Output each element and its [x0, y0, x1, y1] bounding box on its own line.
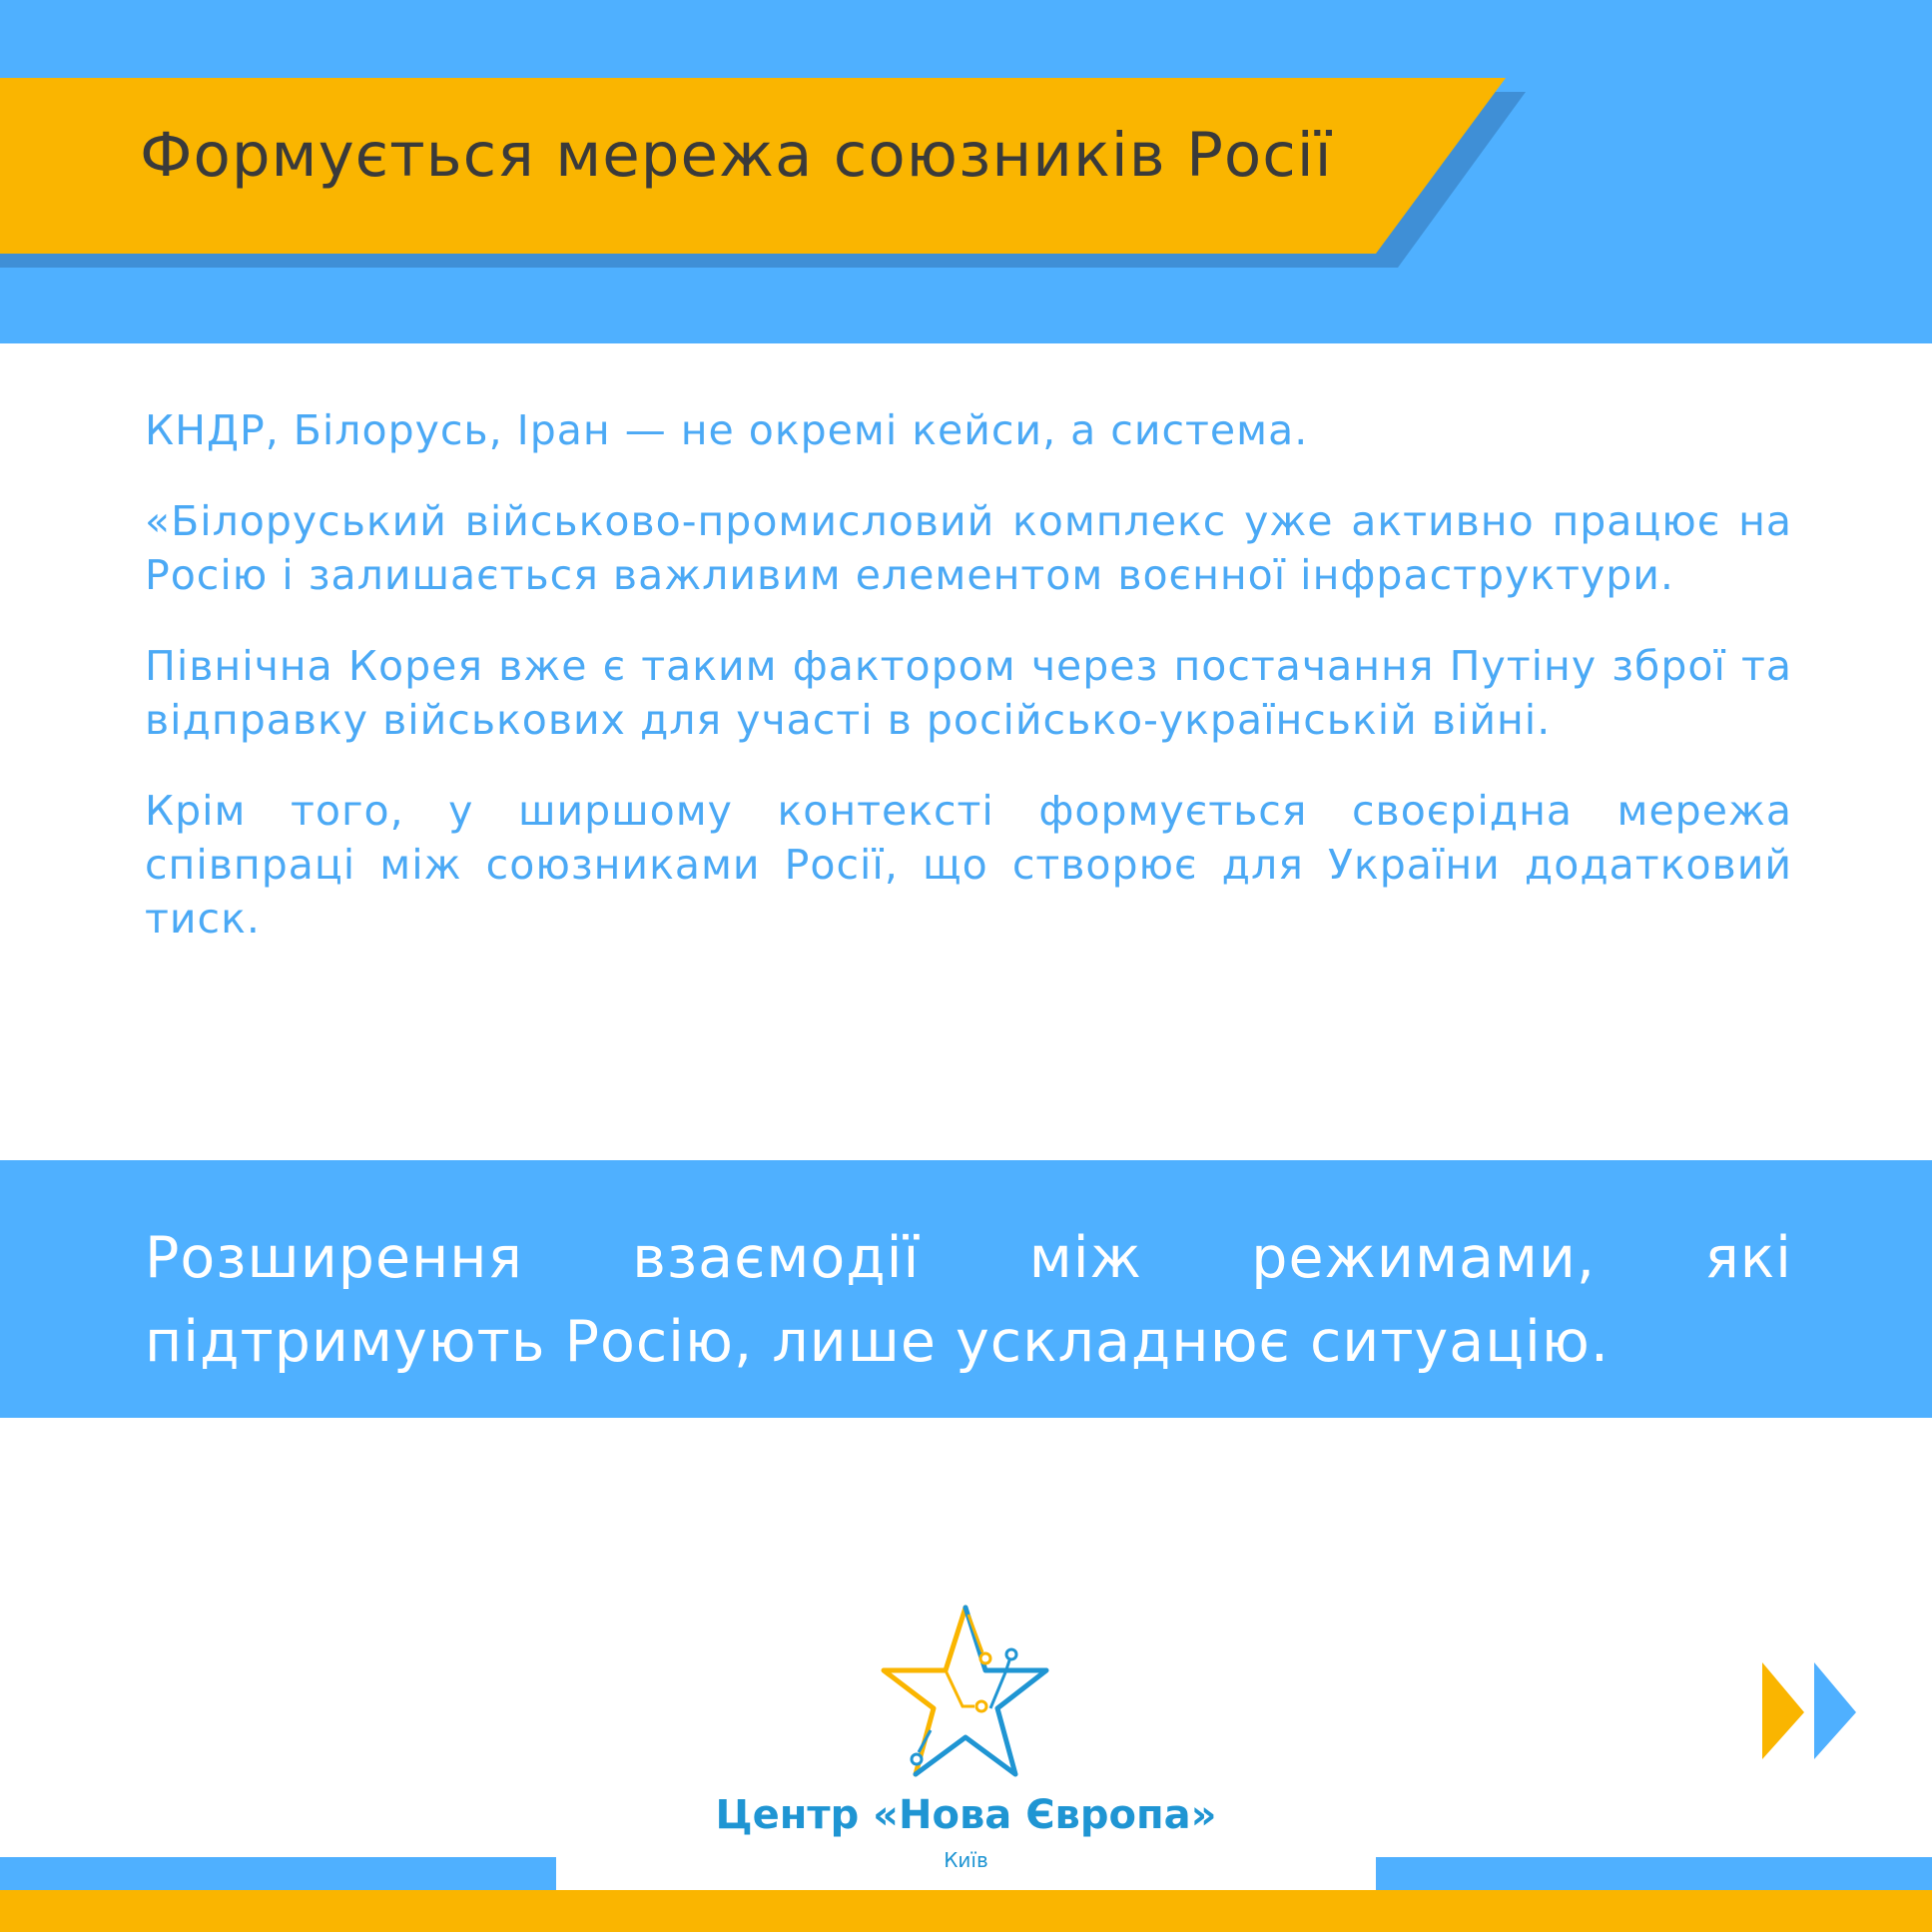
- double-chevron-right-icon[interactable]: [1762, 1662, 1857, 1762]
- footer-gold-strip: [0, 1890, 1932, 1932]
- paragraph-2: «Білоруський військово-промисловий комплекс уже активно працює на Росію і залишається важливим елементом воєнної інфраструктури.: [145, 497, 1792, 599]
- chevron-gold: [1762, 1662, 1804, 1759]
- chevron-blue: [1814, 1662, 1856, 1759]
- logo-name: Центр «Нова Європа»: [715, 1792, 1217, 1838]
- paragraph-3: Північна Корея вже є таким фактором через постачання Путіну зброї та відправку військових для участі в російсько-українській війні.: [145, 642, 1792, 744]
- footer-bar-left: [0, 1857, 556, 1890]
- footer-bar-right: [1376, 1857, 1932, 1890]
- logo-city: Київ: [944, 1848, 988, 1872]
- page-title: Формується мережа союзників Росії: [140, 120, 1333, 191]
- article-body: [145, 403, 1792, 982]
- paragraph-1: КНДР, Білорусь, Іран — не окремі кейси, а система.: [145, 406, 1309, 454]
- quote-text: Розширення взаємодії між режимами, які підтримують Росію, лише ускладнює ситуацію.: [145, 1225, 1792, 1375]
- paragraph-4: Крім того, у ширшому контексті формується своєрідна мережа співпраці між союзниками Росії, що створює для України додатковий тиск.: [145, 787, 1792, 943]
- star-circuit-icon: [879, 1603, 1053, 1787]
